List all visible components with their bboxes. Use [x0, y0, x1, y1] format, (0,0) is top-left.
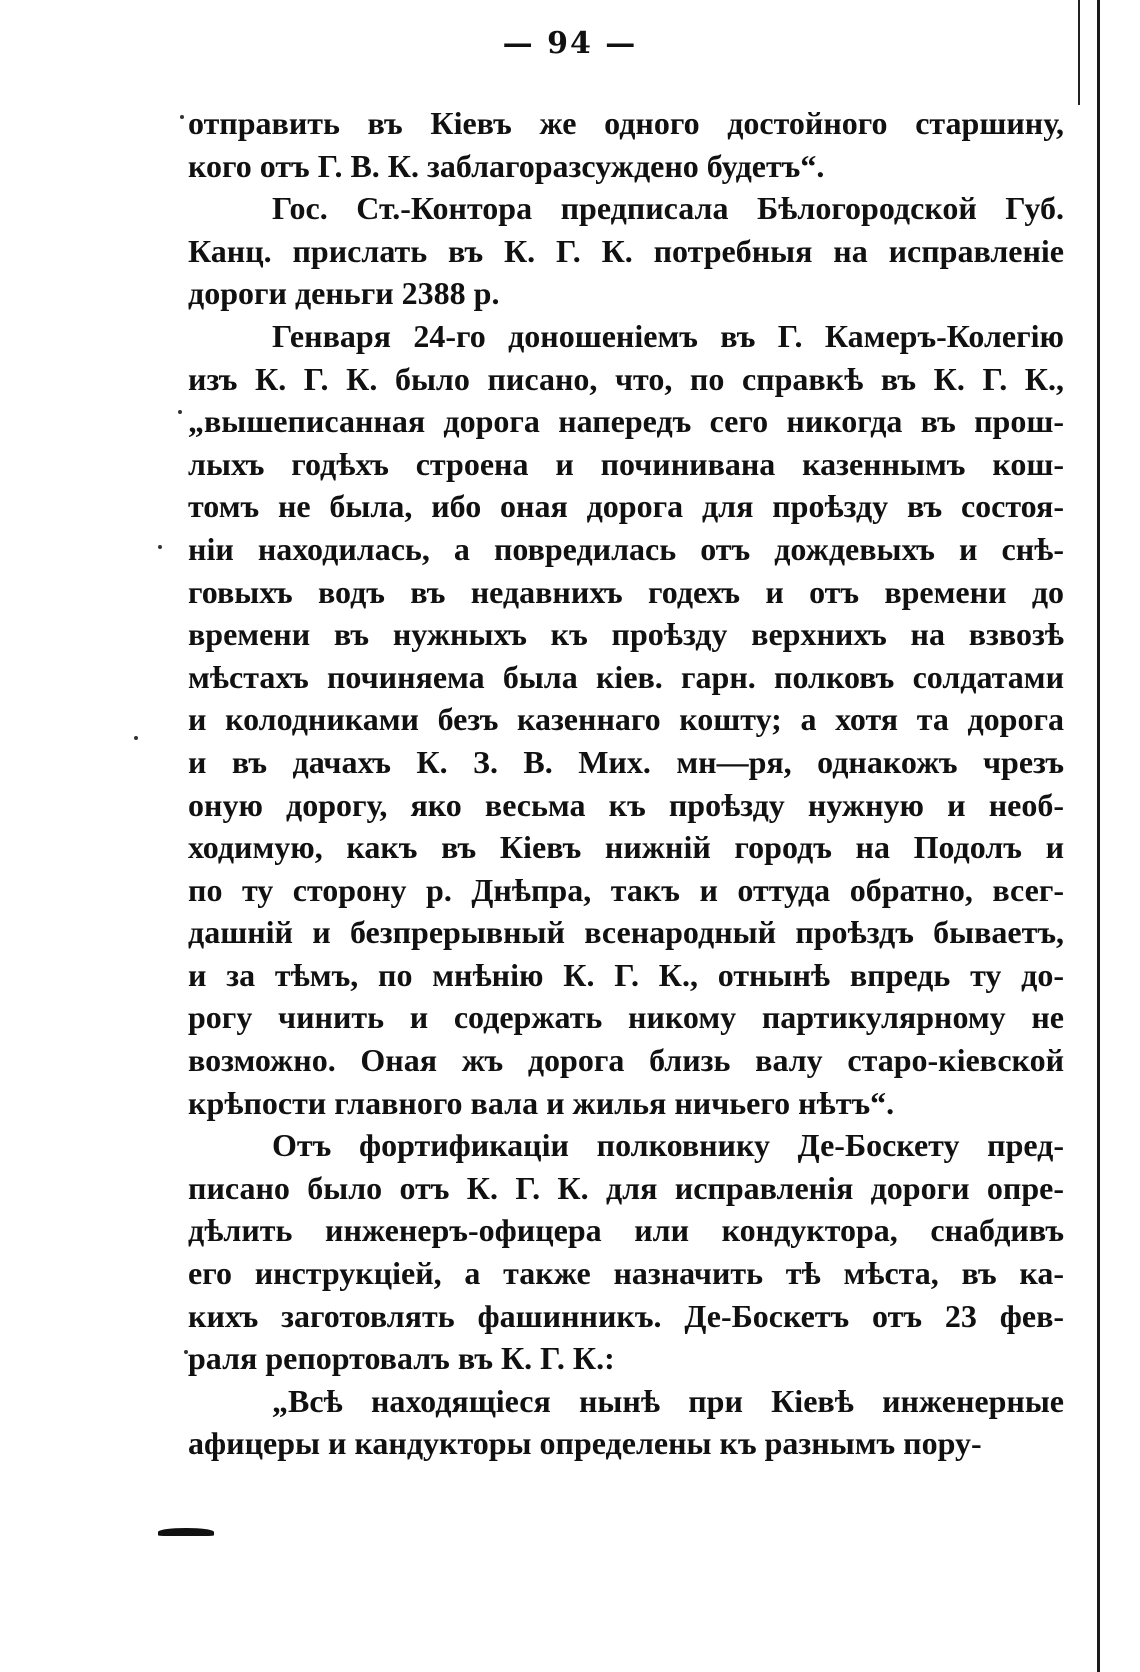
text-line: „Всѣ находящіеся нынѣ при Кіевѣ инженерные — [272, 1382, 1064, 1419]
text-line: Гос. Ст.-Контора предписала Бѣлогородской Губ. — [272, 190, 1064, 227]
text-line: Генваря 24-го доношеніемъ въ Г. Камеръ-Колегію — [272, 317, 1064, 354]
paragraph — [188, 1380, 1064, 1465]
text-line: раля репортовалъ въ К. Г. К.: — [188, 1340, 615, 1377]
text-line: по ту сторону р. Днѣпра, такъ и оттуда обратно, всег- — [188, 871, 1064, 908]
text-line: дѣлить инженеръ-офицера или кондуктора, снабдивъ — [188, 1212, 1064, 1249]
scan-speck — [184, 1350, 188, 1354]
paragraph — [188, 1124, 1064, 1380]
text-line: и за тѣмъ, по мнѣнію К. Г. К., отнынѣ впредь ту до- — [188, 956, 1064, 993]
body-text — [188, 102, 1064, 1465]
text-line: ходимую, какъ въ Кіевъ нижній городъ на Подолъ и — [188, 829, 1064, 866]
text-line: оную дорогу, яко весьма къ проѣзду нужную и необ- — [188, 786, 1064, 823]
text-line: мѣстахъ починяема была кіев. гарн. полковъ солдатами — [188, 658, 1064, 695]
text-line: рогу чинить и содержать никому партикулярному не — [188, 999, 1064, 1036]
text-line: дашній и безпрерывный всенародный проѣздъ бываетъ, — [188, 914, 1064, 951]
text-line: Отъ фортификаціи полковнику Де-Боскету пред- — [272, 1127, 1064, 1164]
margin-ink-mark — [158, 1528, 214, 1536]
text-line: и въ дачахъ К. З. В. Мих. мн—ря, однакожъ чрезъ — [188, 743, 1064, 780]
text-line: возможно. Оная жъ дорога близь валу старо-кіевской — [188, 1042, 1064, 1079]
text-line: кого отъ Г. В. К. заблагоразсуждено будетъ“. — [188, 147, 825, 184]
text-line: писано было отъ К. Г. К. для исправленія дороги опре- — [188, 1169, 1064, 1206]
text-line: крѣпости главного вала и жилья ничьего нѣтъ“. — [188, 1084, 895, 1121]
text-line: и колодниками безъ казеннаго кошту; а хотя та дорога — [188, 701, 1064, 738]
text-line: томъ не была, ибо оная дорога для проѣзду въ состоя- — [188, 488, 1064, 525]
paragraph — [188, 187, 1064, 315]
text-line: ніи находилась, а повредилась отъ дождевыхъ и снѣ- — [188, 530, 1064, 567]
text-line: лыхъ годѣхъ строена и починивана казеннымъ кош- — [188, 445, 1064, 482]
text-line: его инструкціей, а также назначить тѣ мѣста, въ ка- — [188, 1255, 1064, 1292]
scan-edge-line — [1097, 0, 1100, 1672]
text-line: отправить въ Кіевъ же одного достойного старшину, — [188, 105, 1064, 141]
paragraph — [188, 315, 1064, 1124]
text-line: Канц. прислать въ К. Г. К. потребныя на исправленіе — [188, 232, 1064, 269]
scan-speck — [178, 410, 182, 414]
page-number: — 94 — — [502, 26, 638, 61]
text-line: дороги деньги 2388 р. — [188, 275, 500, 312]
text-line: кихъ заготовлять фашинникъ. Де-Боскетъ отъ 23 фев- — [188, 1297, 1064, 1334]
paragraph — [188, 102, 1064, 187]
text-line: изъ К. Г. К. было писано, что, по справкѣ въ К. Г. К., — [188, 360, 1064, 397]
scan-speck — [134, 736, 138, 740]
text-line: „вышеписанная дорога напередъ сего никогда въ прош- — [188, 403, 1064, 440]
text-line: афицеры и кандукторы определены къ разнымъ пору- — [188, 1425, 982, 1462]
scan-speck — [180, 115, 184, 119]
text-line: говыхъ водъ въ недавнихъ годехъ и отъ времени до — [188, 573, 1064, 610]
scan-speck — [158, 545, 162, 549]
text-line: времени въ нужныхъ къ проѣзду верхнихъ на взвозѣ — [188, 616, 1064, 653]
